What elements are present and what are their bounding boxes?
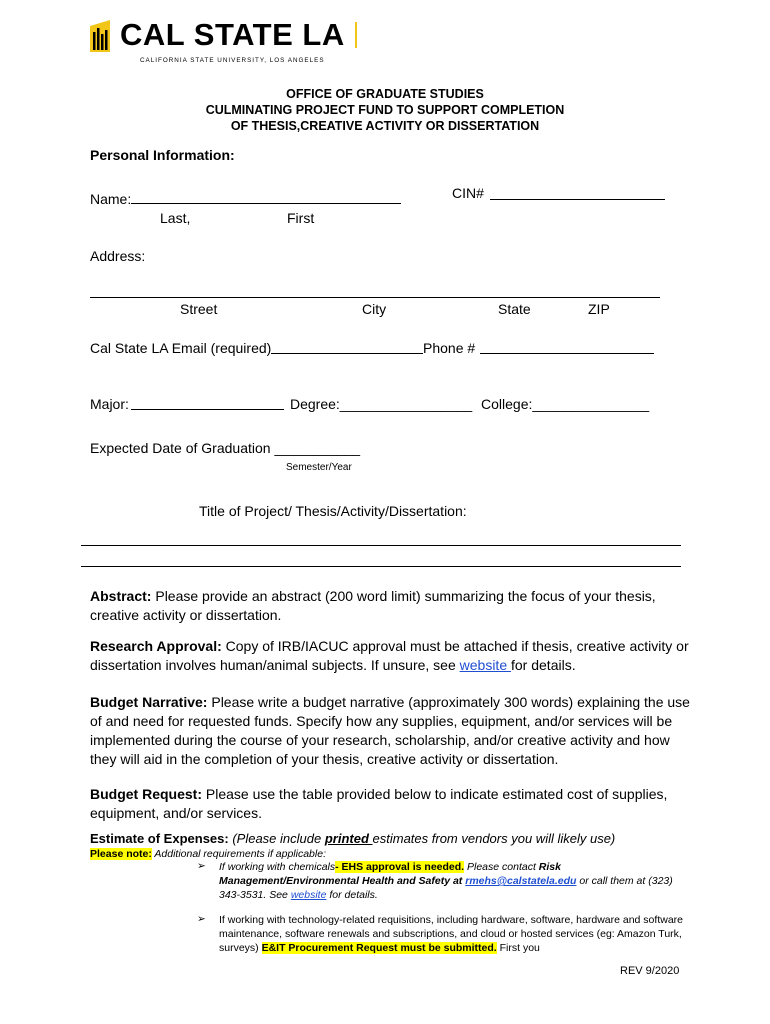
budget-request-heading: Budget Request: [90,786,202,802]
header-line-1: OFFICE OF GRADUATE STUDIES [286,87,484,101]
bullet-arrow-icon: ➢ [197,860,206,872]
name-label: Name: [90,191,132,207]
research-approval-tail: for details. [511,657,576,673]
city-caption: City [362,301,387,317]
personal-info-heading: Personal Information: [90,147,235,163]
major-label: Major: [90,396,129,412]
chem-pre: If working with chemicals [219,861,336,873]
street-caption: Street [180,301,218,317]
budget-request-paragraph [90,785,690,823]
revision-label: REV 9/2020 [620,965,680,977]
logo-tagline: CALIFORNIA STATE UNIVERSITY, LOS ANGELES [140,57,325,64]
first-name-caption: First [287,210,315,226]
estimate-heading: Estimate of Expenses: [90,831,229,846]
state-caption: State [498,301,531,317]
college-label[interactable]: College:_______________ [481,396,650,412]
phone-label: Phone # [423,340,476,356]
name-field[interactable] [131,203,401,204]
budget-narrative-text: Please write a budget narrative (approximately 300 words) explaining the use of and need for requested funds. Specify how any supplies, equipment, and/or services will be implemented during the course of your research, scholarship, and/or creative activity and how they will aid in the completion of your thesis, creative activity or dissertation. [90,694,690,767]
email-field[interactable] [271,353,423,354]
rmehs-email-link[interactable]: rmehs@calstatela.edu [465,875,577,887]
major-field[interactable] [131,409,284,410]
chem-contact: Risk Management/Environmental Health and Safety at [219,861,561,887]
budget-narrative-heading: Budget Narrative: [90,694,208,710]
eit-procurement-highlight: E&IT Procurement Request must be submitted. [261,942,497,954]
bullet-chemicals [219,860,689,902]
logo-wordmark: CAL STATE LA [120,17,345,52]
ehs-approval-highlight: - EHS approval is needed. [335,861,465,873]
budget-request-text: Please use the table provided below to indicate estimated cost of supplies, equipment, and/or services. [90,786,668,821]
ehs-website-link[interactable]: website [290,889,327,901]
estimate-printed: printed [324,831,373,846]
estimate-pre: (Please include [228,831,325,846]
abstract-text: Please provide an abstract (200 word limit) summarizing the focus of your thesis, creative activity or dissertation. [90,588,656,623]
note-text: Additional requirements if applicable: [151,848,326,860]
university-logo-icon [88,18,114,54]
degree-label[interactable]: Degree:_________________ [290,396,473,412]
chem-tail: for details. [326,889,378,901]
cin-field[interactable] [490,199,665,200]
address-label: Address: [90,248,146,264]
cin-label: CIN# [452,185,484,201]
phone-field[interactable] [480,353,654,354]
abstract-paragraph [90,587,690,625]
abstract-heading: Abstract: [90,588,152,604]
chem-post: or call them at (323) 343-3531. See [219,875,673,901]
bullet-arrow-icon: ➢ [197,913,206,925]
logo-divider [355,22,357,48]
research-approval-text: Copy of IRB/IACUC approval must be attached if thesis, creative activity or dissertation involves human/animal subjects. If unsure, see [90,638,689,673]
chem-mid: Please contact [464,861,539,873]
research-approval-heading: Research Approval: [90,638,222,654]
semester-year-caption: Semester/Year [286,462,352,473]
tech-text: If working with technology-related requisitions, including hardware, software, hardware and software maintenance, software renewals and subscriptions, and cloud or hosted services (eg: Amazon Turk, surveys) [219,914,683,954]
research-approval-paragraph [90,637,690,675]
header-line-3: OF THESIS,CREATIVE ACTIVITY OR DISSERTATION [230,119,540,133]
tech-tail: First you [496,942,540,954]
note-line [90,848,326,860]
research-website-link[interactable]: website [459,657,511,673]
budget-narrative-paragraph [90,693,690,769]
estimate-post: estimates from vendors you will likely use) [372,831,616,846]
note-label: Please note: [90,848,152,860]
estimate-line [90,831,615,846]
last-name-caption: Last, [160,210,191,226]
project-title-field-1[interactable] [81,545,681,546]
graduation-label[interactable]: Expected Date of Graduation ___________ [90,440,361,456]
bullet-technology [219,913,689,955]
address-field[interactable] [90,297,660,298]
project-title-label: Title of Project/ Thesis/Activity/Dissertation: [199,503,467,519]
project-title-field-2[interactable] [81,566,681,567]
zip-caption: ZIP [588,301,610,317]
email-label: Cal State LA Email (required) [90,340,272,356]
header-line-2: CULMINATING PROJECT FUND TO SUPPORT COMPLETION [205,103,565,117]
